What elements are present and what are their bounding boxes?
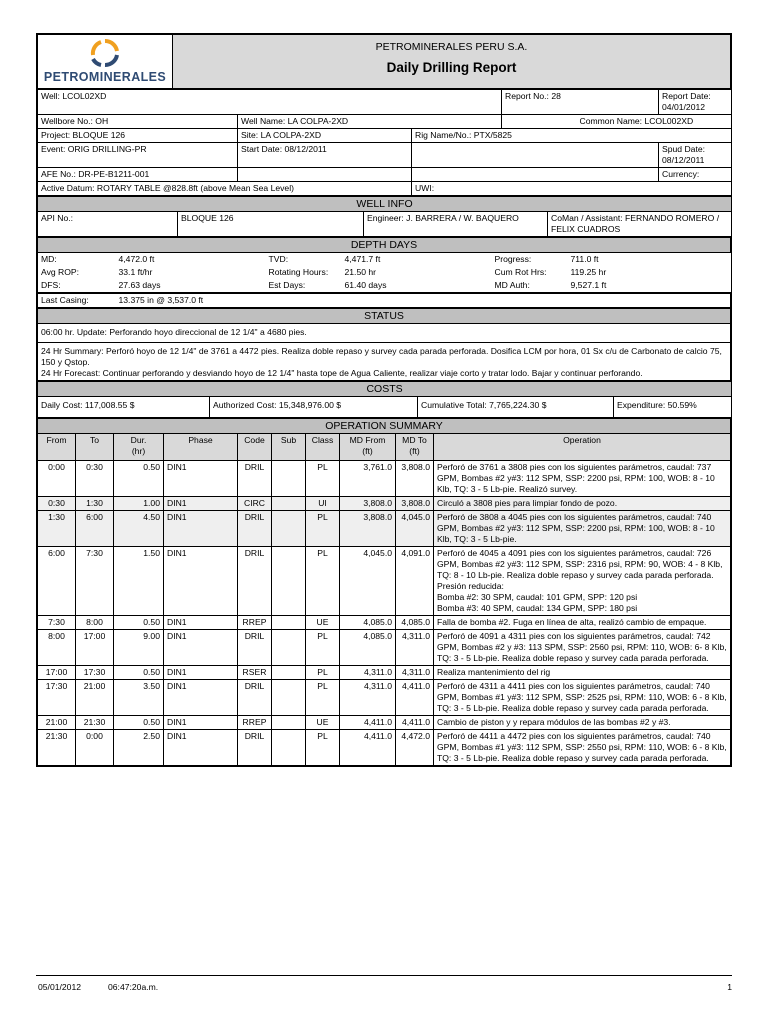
ops-band: OPERATION SUMMARY	[38, 419, 731, 434]
ops-cell-cls: PL	[306, 730, 340, 766]
common-name-field: Common Name: LCOL002XD	[577, 115, 732, 129]
depth-days-grid	[37, 253, 732, 293]
ops-cell-mdf: 4,311.0	[340, 680, 396, 716]
ops-cell-dur: 1.00	[114, 497, 164, 511]
dfs-label: DFS:	[41, 280, 61, 290]
ops-header-cell: Operation	[434, 434, 731, 461]
ops-cell-mdt: 4,085.0	[396, 616, 434, 630]
ops-cell-phase: DIN1	[164, 716, 238, 730]
coman-field: CoMan / Assistant: FERNANDO ROMERO / FELIX CUADROS	[548, 212, 732, 237]
depth-days-section	[37, 237, 731, 253]
rop-label: Avg ROP:	[41, 267, 80, 277]
ops-cell-dur: 0.50	[114, 616, 164, 630]
ops-cell-op: Falla de bomba #2. Fuga en línea de alta, realizó cambio de empaque.	[434, 616, 731, 630]
ops-cell-mdt: 4,472.0	[396, 730, 434, 766]
ops-cell-code: DRIL	[238, 547, 272, 616]
ops-cell-to: 1:30	[76, 497, 114, 511]
well-name-field: Well Name: LA COLPA-2XD	[238, 115, 502, 129]
ops-cell-mdt: 3,808.0	[396, 461, 434, 497]
ops-cell-from: 17:00	[38, 666, 76, 680]
table-row	[38, 511, 731, 547]
ops-cell-from: 0:00	[38, 461, 76, 497]
ops-cell-dur: 0.50	[114, 716, 164, 730]
ops-cell-mdt: 4,091.0	[396, 547, 434, 616]
ops-cell-op: Cambio de piston y y repara módulos de las bombas #2 y #3.	[434, 716, 731, 730]
rot-label: Rotating Hours:	[268, 267, 329, 277]
ops-cell-cls: UE	[306, 716, 340, 730]
table-row	[38, 730, 731, 766]
ops-cell-code: DRIL	[238, 630, 272, 666]
spud-date-field: Spud Date: 08/12/2011	[659, 143, 732, 168]
page-number: 1	[727, 982, 732, 992]
last-casing-row	[37, 293, 731, 308]
ops-cell-dur: 9.00	[114, 630, 164, 666]
ops-cell-op: Circuló a 3808 pies para limpiar fondo de pozo.	[434, 497, 731, 511]
status-update: 06:00 hr. Update: Perforando hoyo direccional de 12 1/4" a 4680 pies.	[38, 324, 731, 343]
footer-time: 06:47:20a.m.	[108, 982, 159, 992]
well-info-section	[37, 196, 732, 237]
ops-cell-to: 0:30	[76, 461, 114, 497]
ops-header-cell: MD To (ft)	[396, 434, 434, 461]
mdauth-label: MD Auth:	[494, 280, 530, 290]
est-value: 61.40 days	[344, 280, 387, 290]
casing-value: 13.375 in @ 3,537.0 ft	[116, 294, 731, 308]
ops-cell-cls: PL	[306, 666, 340, 680]
ops-cell-from: 21:30	[38, 730, 76, 766]
ops-cell-to: 0:00	[76, 730, 114, 766]
ops-cell-sub	[272, 511, 306, 547]
ops-cell-dur: 2.50	[114, 730, 164, 766]
ops-header-cell: Code	[238, 434, 272, 461]
ops-cell-code: DRIL	[238, 461, 272, 497]
api-field: API No.:	[38, 212, 178, 237]
ops-cell-phase: DIN1	[164, 630, 238, 666]
project-field: Project: BLOQUE 126	[38, 129, 238, 143]
status-text	[38, 343, 731, 381]
md-label: MD:	[41, 254, 57, 264]
ops-header-cell: Dur. (hr)	[114, 434, 164, 461]
ops-cell-dur: 3.50	[114, 680, 164, 716]
ops-cell-op: Perforó de 3808 a 4045 pies con los siguientes parámetros, caudal: 740 GPM, Bombas #2 y#3: 112 SPM, SSP: 2200 psi, RPM: 100, WOB: 8 - 10 Klb, TQ: 3 - 5 Lb-pie.	[434, 511, 731, 547]
casing-label: Last Casing:	[38, 294, 116, 308]
report-title: Daily Drilling Report	[386, 60, 517, 75]
ops-cell-sub	[272, 630, 306, 666]
costs-section	[37, 381, 732, 418]
dfs-value: 27.63 days	[118, 280, 161, 290]
ops-cell-mdf: 3,808.0	[340, 511, 396, 547]
ops-cell-code: RSER	[238, 666, 272, 680]
ops-cell-sub	[272, 547, 306, 616]
table-row	[38, 680, 731, 716]
ops-cell-op: Perforó de 4091 a 4311 pies con los siguientes parámetros, caudal: 742 GPM, Bombas #2 y #3: 113 SPM, SSP: 2560 psi, RPM: 110, WOB: 6- 8 Klb, TQ: 3 - 5 Lb-pie. Realiza doble repaso y survey cada parada perforada.	[434, 630, 731, 666]
ops-cell-from: 17:30	[38, 680, 76, 716]
ops-cell-op: Perforó de 4045 a 4091 pies con los siguientes parámetros, caudal: 726 GPM, Bombas #2 y#3: 112 SPM, SSP: 2316 psi, RPM: 90, WOB: 4 - 8 Klb, TQ: 8 - 10 Lb-pie. Realiza doble repaso y survey cada parada perforada. Presión reducida: Bomba #2: 30 SPM, caudal: 101 GPM, SPP: 120 psi Bomba #3: 40 SPM, caudal: 134 GPM, SPP: 180 psi	[434, 547, 731, 616]
ops-cell-op: Perforó de 4311 a 4411 pies con los siguientes parámetros, caudal: 740 GPM, Bombas #1 y#3: 112 SPM, SSP: 2525 psi, RPM: 110, WOB: 6 - 8 Klb, TQ: 3 - 5 Lb-pie. Realiza doble repaso y survey cada parada perforada.	[434, 680, 731, 716]
ops-cell-sub	[272, 680, 306, 716]
table-row	[38, 497, 731, 511]
ops-cell-mdt: 4,311.0	[396, 666, 434, 680]
ops-cell-to: 6:00	[76, 511, 114, 547]
wellbore-field: Wellbore No.: OH	[38, 115, 238, 129]
ops-header-cell: Phase	[164, 434, 238, 461]
est-label: Est Days:	[268, 280, 306, 290]
ops-header-cell: To	[76, 434, 114, 461]
ops-cell-from: 0:30	[38, 497, 76, 511]
ops-cell-mdf: 4,311.0	[340, 666, 396, 680]
ops-cell-sub	[272, 616, 306, 630]
ops-cell-to: 8:00	[76, 616, 114, 630]
progress-label: Progress:	[494, 254, 532, 264]
ops-cell-mdt: 4,311.0	[396, 630, 434, 666]
ops-cell-code: RREP	[238, 716, 272, 730]
ops-cell-cls: PL	[306, 680, 340, 716]
drilling-report	[36, 33, 732, 767]
ops-cell-sub	[272, 716, 306, 730]
well-field: Well: LCOL02XD	[38, 90, 502, 115]
logo-text: PETROMINERALES	[43, 70, 167, 84]
uwi-field: UWI:	[412, 182, 732, 196]
petrominerales-logo-icon	[90, 39, 120, 67]
table-row	[38, 716, 731, 730]
cumrot-value: 119.25 hr	[570, 267, 607, 277]
ops-cell-sub	[272, 497, 306, 511]
progress-value: 711.0 ft	[570, 254, 599, 264]
table-row	[38, 461, 731, 497]
report-no-field: Report No.: 28	[502, 90, 659, 115]
cumrot-label: Cum Rot Hrs:	[494, 267, 547, 277]
mdauth-value: 9,527.1 ft	[570, 280, 607, 290]
block-field: BLOQUE 126	[178, 212, 364, 237]
tvd-label: TVD:	[268, 254, 289, 264]
ops-cell-code: DRIL	[238, 680, 272, 716]
ops-cell-to: 21:30	[76, 716, 114, 730]
tvd-value: 4,471.7 ft	[344, 254, 381, 264]
ops-cell-to: 21:00	[76, 680, 114, 716]
ops-cell-mdf: 4,085.0	[340, 630, 396, 666]
status-summary: 24 Hr Summary: Perforó hoyo de 12 1/4" de 3761 a 4472 pies. Realiza doble repaso y survey cada parada perforada. Dosifica LCM por hora, 01 Sx c/u de Carbonato de calcio 75, 150 y Qstop.	[41, 346, 722, 367]
ops-cell-from: 8:00	[38, 630, 76, 666]
afe-field: AFE No.: DR-PE-B1211-001	[38, 168, 238, 182]
ops-cell-op: Realiza mantenimiento del rig	[434, 666, 731, 680]
ops-cell-mdf: 3,808.0	[340, 497, 396, 511]
status-section	[37, 308, 731, 381]
ops-cell-phase: DIN1	[164, 616, 238, 630]
ops-cell-dur: 4.50	[114, 511, 164, 547]
daily-cost: Daily Cost: 117,008.55 $	[38, 397, 210, 418]
ops-cell-from: 21:00	[38, 716, 76, 730]
ops-cell-cls: PL	[306, 511, 340, 547]
footer-date: 05/01/2012	[38, 982, 82, 992]
report-header	[37, 34, 731, 89]
authorized-cost: Authorized Cost: 15,348,976.00 $	[210, 397, 418, 418]
ops-cell-cls: UI	[306, 497, 340, 511]
datum-field: Active Datum: ROTARY TABLE @828.8ft (above Mean Sea Level)	[38, 182, 412, 196]
ops-cell-sub	[272, 666, 306, 680]
ops-cell-dur: 0.50	[114, 666, 164, 680]
ops-cell-mdf: 4,411.0	[340, 730, 396, 766]
currency-field: Currency:	[659, 168, 732, 182]
ops-cell-from: 6:00	[38, 547, 76, 616]
ops-cell-mdt: 4,411.0	[396, 716, 434, 730]
rop-value: 33.1 ft/hr	[118, 267, 153, 277]
ops-cell-cls: PL	[306, 630, 340, 666]
depth-days-band: DEPTH DAYS	[38, 238, 731, 253]
ops-cell-mdf: 4,411.0	[340, 716, 396, 730]
ops-cell-sub	[272, 461, 306, 497]
ops-header-cell: Class	[306, 434, 340, 461]
ops-cell-from: 1:30	[38, 511, 76, 547]
ops-header-cell: From	[38, 434, 76, 461]
cumulative-cost: Cumulative Total: 7,765,224.30 $	[418, 397, 614, 418]
ops-cell-sub	[272, 730, 306, 766]
table-row	[38, 666, 731, 680]
general-info	[37, 89, 732, 196]
ops-cell-mdt: 3,808.0	[396, 497, 434, 511]
operation-summary	[37, 418, 731, 766]
expenditure: Expenditure: 50.59%	[614, 397, 732, 418]
table-row	[38, 547, 731, 616]
rig-field: Rig Name/No.: PTX/5825	[412, 129, 732, 143]
ops-cell-code: DRIL	[238, 730, 272, 766]
title-block	[173, 35, 731, 89]
ops-cell-op: Perforó de 3761 a 3808 pies con los siguientes parámetros, caudal: 737 GPM, Bombas #2 y#3: 112 SPM, SSP: 2200 psi, RPM: 100, WOB: 8 - 10 Klb, TQ: 3 - 5 Lb-pie. Realizó survey.	[434, 461, 731, 497]
ops-cell-mdt: 4,411.0	[396, 680, 434, 716]
ops-cell-op: Perforó de 4411 a 4472 pies con los siguientes parámetros, caudal: 740 GPM, Bombas #1 y#3: 112 SPM, SSP: 2550 psi, RPM: 110, WOB: 6 - 8 Klb, TQ: 3 - 5 Lb-pie. Realiza doble repaso y survey cada parada perforada.	[434, 730, 731, 766]
rot-value: 21.50 hr	[344, 267, 377, 277]
ops-cell-phase: DIN1	[164, 730, 238, 766]
status-band: STATUS	[38, 309, 731, 324]
ops-cell-dur: 0.50	[114, 461, 164, 497]
ops-cell-cls: PL	[306, 547, 340, 616]
ops-cell-mdf: 4,045.0	[340, 547, 396, 616]
ops-cell-code: CIRC	[238, 497, 272, 511]
ops-cell-cls: PL	[306, 461, 340, 497]
ops-cell-code: RREP	[238, 616, 272, 630]
site-field: Site: LA COLPA-2XD	[238, 129, 412, 143]
ops-cell-mdf: 4,085.0	[340, 616, 396, 630]
ops-cell-to: 7:30	[76, 547, 114, 616]
ops-cell-mdt: 4,045.0	[396, 511, 434, 547]
status-forecast: 24 Hr Forecast: Continuar perforando y desviando hoyo de 12 1/4" hasta tope de Agua Caliente, realizar viaje corto y tratar lodo. Bajar y continuar perforando.	[41, 368, 643, 378]
ops-cell-to: 17:30	[76, 666, 114, 680]
table-row	[38, 616, 731, 630]
ops-cell-phase: DIN1	[164, 680, 238, 716]
ops-header-cell: MD From (ft)	[340, 434, 396, 461]
table-row	[38, 630, 731, 666]
ops-cell-to: 17:00	[76, 630, 114, 666]
ops-cell-code: DRIL	[238, 511, 272, 547]
start-date-field: Start Date: 08/12/2011	[238, 143, 412, 168]
ops-cell-phase: DIN1	[164, 666, 238, 680]
logo	[38, 35, 173, 89]
event-field: Event: ORIG DRILLING-PR	[38, 143, 238, 168]
ops-cell-phase: DIN1	[164, 461, 238, 497]
ops-cell-from: 7:30	[38, 616, 76, 630]
ops-cell-phase: DIN1	[164, 497, 238, 511]
ops-cell-cls: UE	[306, 616, 340, 630]
engineer-field: Engineer: J. BARRERA / W. BAQUERO	[364, 212, 548, 237]
well-info-band: WELL INFO	[38, 197, 732, 212]
ops-header-cell: Sub	[272, 434, 306, 461]
company-name: PETROMINERALES PERU S.A.	[375, 41, 528, 53]
ops-cell-phase: DIN1	[164, 547, 238, 616]
costs-band: COSTS	[38, 382, 732, 397]
ops-cell-mdf: 3,761.0	[340, 461, 396, 497]
md-value: 4,472.0 ft	[118, 254, 155, 264]
ops-cell-dur: 1.50	[114, 547, 164, 616]
report-date-field: Report Date: 04/01/2012	[659, 90, 732, 115]
ops-cell-phase: DIN1	[164, 511, 238, 547]
